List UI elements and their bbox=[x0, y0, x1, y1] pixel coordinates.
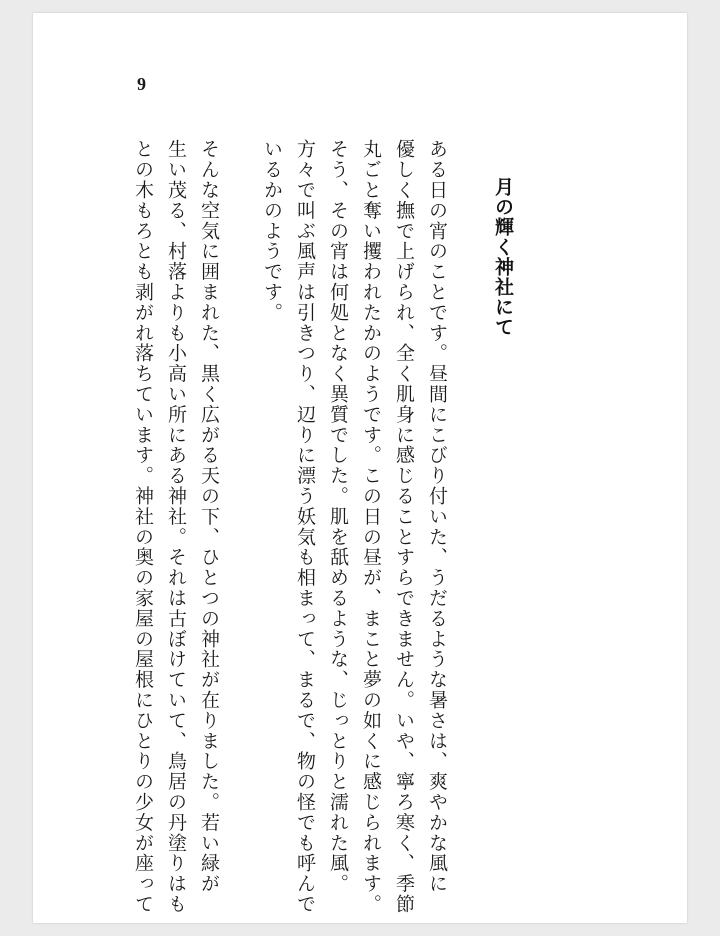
text-line-3: 丸ごと奪い攫われたかのようです。この日の昼が、まこと夢の如くに感じられます。 bbox=[360, 139, 382, 915]
book-page bbox=[33, 13, 687, 923]
chapter-title: 月の輝く神社にて bbox=[492, 177, 514, 337]
text-line-10: との木もろとも剥がれ落ちています。神社の奥の家屋の屋根にひとりの少女が座って bbox=[132, 139, 154, 915]
text-line-9: 生い茂る、村落よりも小高い所にある神社。それは古ぼけていて、鳥居の丹塗りはも bbox=[165, 139, 187, 915]
text-line-6: いるかのようです。 bbox=[261, 139, 283, 323]
text-line-1: ある日の宵のことです。昼間にこびり付いた、うだるような暑さは、爽やかな風に bbox=[426, 139, 448, 894]
text-line-8: そんな空気に囲まれた、黒く広がる天の下、ひとつの神社が在りました。若い緑が bbox=[198, 139, 220, 894]
text-line-5: 方々で叫ぶ風声は引きつり、辺りに漂う妖気も相まって、まるで、物の怪でも呼んで bbox=[294, 139, 316, 915]
paragraph-gap bbox=[225, 139, 255, 879]
page-number: 9 bbox=[137, 74, 146, 94]
body-text bbox=[126, 139, 453, 915]
text-line-2: 優しく撫で上げられ、全く肌身に感じることすらできません。いや、寧ろ寒く、季節 bbox=[393, 139, 415, 915]
text-line-4: そう、その宵は何処となく異質でした。肌を舐めるような、じっとりと濡れた風。 bbox=[327, 139, 349, 894]
